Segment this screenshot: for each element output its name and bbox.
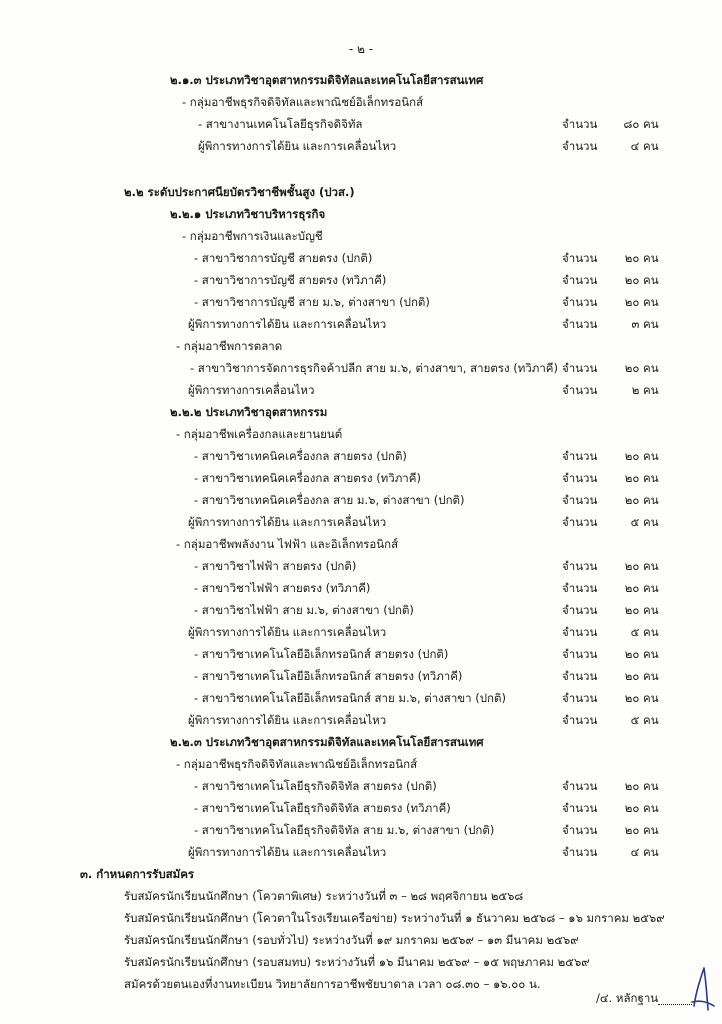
line-text: - กลุ่มอาชีพการตลาด [176, 339, 283, 353]
document-line [0, 380, 722, 400]
seat-count [562, 798, 659, 818]
count-value: ๒๐ [624, 361, 640, 375]
count-label: จำนวน [562, 669, 598, 683]
count-value: ๒๐ [624, 493, 640, 507]
line-text: - สาขาวิชาการบัญชี สายตรง (ปกติ) [194, 251, 373, 265]
count-value: ๓ [631, 317, 640, 331]
document-line [0, 578, 722, 598]
count-label: จำนวน [562, 691, 598, 705]
document-line [0, 622, 722, 642]
document-line [0, 204, 722, 224]
count-label: จำนวน [562, 559, 598, 573]
document-line [0, 754, 722, 774]
count-unit: คน [643, 801, 659, 815]
line-text: รับสมัครนักเรียนนักศึกษา (โควตาพิเศษ) ระหว่างวันที่ ๓ – ๒๘ พฤศจิกายน ๒๕๖๘ [124, 889, 524, 903]
section-heading: ๒.๒.๓ ประเภทวิชาอุตสาหกรรมดิจิทัลและเทคโนโลยีสารสนเทศ [170, 735, 484, 749]
count-value: ๒ [631, 383, 640, 397]
count-value: ๒๐ [624, 251, 640, 265]
section-heading: ๒.๒ ระดับประกาศนียบัตรวิชาชีพชั้นสูง (ปวส.) [124, 185, 355, 199]
count-unit: คน [643, 139, 659, 153]
line-text: - สาขาวิชาเทคโนโลยีธุรกิจดิจิทัล สายตรง (ทวิภาคี) [194, 801, 451, 815]
count-label: จำนวน [562, 493, 598, 507]
document-line [0, 402, 722, 422]
count-label: จำนวน [562, 251, 598, 265]
count-label: จำนวน [562, 625, 598, 639]
document-line [0, 710, 722, 730]
document-line [0, 688, 722, 708]
line-text: - กลุ่มอาชีพธุรกิจดิจิทัลและพาณิชย์อิเล็กทรอนิกส์ [182, 95, 424, 109]
count-unit: คน [643, 845, 659, 859]
count-label: จำนวน [562, 801, 598, 815]
count-unit: คน [643, 713, 659, 727]
line-text: - สาขางานเทคโนโลยีธุรกิจดิจิทัล [198, 117, 363, 131]
line-text: - สาขาวิชาเทคโนโลยีธุรกิจดิจิทัล สาย ม.๖, ต่างสาขา (ปกติ) [194, 823, 495, 837]
seat-count [562, 358, 659, 378]
count-unit: คน [643, 449, 659, 463]
document-line [0, 136, 722, 156]
count-value: ๒๐ [624, 823, 640, 837]
count-unit: คน [643, 625, 659, 639]
line-text: - สาขาวิชาเทคนิคเครื่องกล สาย ม.๖, ต่างสาขา (ปกติ) [194, 493, 465, 507]
count-unit: คน [643, 779, 659, 793]
count-value: ๔ [630, 139, 640, 153]
seat-count [562, 556, 659, 576]
document-line [0, 468, 722, 488]
count-unit: คน [643, 295, 659, 309]
document-line [0, 776, 722, 796]
document-line [0, 314, 722, 334]
count-label: จำนวน [562, 471, 598, 485]
section-heading: ๒.๒.๑ ประเภทวิชาบริหารธุรกิจ [170, 207, 326, 221]
line-text: ผู้พิการทางการได้ยิน และการเคลื่อนไหว [188, 713, 387, 727]
section-heading: ๒.๒.๒ ประเภทวิชาอุตสาหกรรม [170, 405, 328, 419]
section-heading: ๓. กำหนดการรับสมัคร [80, 867, 195, 881]
line-text: รับสมัครนักเรียนนักศึกษา (รอบสมทบ) ระหว่างวันที่ ๑๖ มีนาคม ๒๕๖๙ – ๑๕ พฤษภาคม ๒๕๖๙ [124, 955, 590, 969]
continuation-footer [596, 988, 692, 1008]
seat-count [562, 842, 659, 862]
line-text: ผู้พิการทางการได้ยิน และการเคลื่อนไหว [188, 515, 387, 529]
count-value: ๒๐ [624, 603, 640, 617]
count-unit: คน [643, 117, 659, 131]
count-value: ๔ [630, 845, 640, 859]
line-text: - กลุ่มอาชีพการเงินและบัญชี [182, 229, 323, 243]
signature-mark [690, 966, 716, 1012]
count-label: จำนวน [562, 515, 598, 529]
line-text: สมัครด้วยตนเองที่งานทะเบียน วิทยาลัยการอาชีพชัยบาดาล เวลา ๐๘.๓๐ – ๑๖.๐๐ น. [124, 977, 541, 991]
line-text: ผู้พิการทางการได้ยิน และการเคลื่อนไหว [188, 625, 387, 639]
line-text: รับสมัครนักเรียนนักศึกษา (โควตาในโรงเรียนเครือข่าย) ระหว่างวันที่ ๑ ธันวาคม ๒๕๖๘ – ๑๖ มกราคม ๒๕๖๙ [124, 911, 665, 925]
line-text: ผู้พิการทางการเคลื่อนไหว [188, 383, 315, 397]
document-line [0, 798, 722, 818]
count-label: จำนวน [562, 823, 598, 837]
document-line [0, 908, 722, 928]
seat-count [562, 512, 659, 532]
count-label: จำนวน [562, 317, 598, 331]
line-text: ผู้พิการทางการได้ยิน และการเคลื่อนไหว [188, 317, 387, 331]
line-text: - สาขาวิชาเทคนิคเครื่องกล สายตรง (ปกติ) [194, 449, 407, 463]
seat-count [562, 820, 659, 840]
document-line [0, 952, 722, 972]
document-line [0, 600, 722, 620]
count-unit: คน [643, 603, 659, 617]
line-text: ผู้พิการทางการได้ยิน และการเคลื่อนไหว [188, 845, 387, 859]
seat-count [562, 136, 659, 156]
seat-count [562, 292, 659, 312]
document-line [0, 336, 722, 356]
count-unit: คน [643, 691, 659, 705]
document-line [0, 270, 722, 290]
line-text: - สาขาวิชาการจัดการธุรกิจค้าปลีก สาย ม.๖, ต่างสาขา, สายตรง (ทวิภาคี) [190, 361, 558, 375]
document-line [0, 248, 722, 268]
count-unit: คน [643, 823, 659, 837]
count-unit: คน [643, 669, 659, 683]
line-text: - สาขาวิชาเทคโนโลยีอิเล็กทรอนิกส์ สาย ม.๖, ต่างสาขา (ปกติ) [194, 691, 506, 705]
count-label: จำนวน [562, 713, 598, 727]
count-value: ๒๐ [624, 295, 640, 309]
line-text: - สาขาวิชาการบัญชี สายตรง (ทวิภาคี) [194, 273, 387, 287]
count-label: จำนวน [562, 361, 598, 375]
count-label: จำนวน [562, 449, 598, 463]
seat-count [562, 644, 659, 664]
count-value: ๘๐ [623, 117, 640, 131]
count-value: ๒๐ [624, 647, 640, 661]
count-value: ๕ [630, 515, 640, 529]
seat-count [562, 468, 659, 488]
seat-count [562, 688, 659, 708]
document-line [0, 226, 722, 246]
count-value: ๒๐ [624, 669, 640, 683]
seat-count [562, 248, 659, 268]
line-text: - สาขาวิชาเทคนิคเครื่องกล สายตรง (ทวิภาคี) [194, 471, 421, 485]
document-line [0, 512, 722, 532]
document-line [0, 864, 722, 884]
document-line [0, 182, 722, 202]
count-label: จำนวน [562, 647, 598, 661]
document-line [0, 358, 722, 378]
footer-dots [658, 992, 692, 1005]
seat-count [562, 446, 659, 466]
seat-count [562, 270, 659, 290]
seat-count [562, 776, 659, 796]
count-label: จำนวน [562, 117, 598, 131]
count-value: ๒๐ [624, 273, 640, 287]
count-label: จำนวน [562, 581, 598, 595]
count-label: จำนวน [562, 295, 598, 309]
document-line [0, 292, 722, 312]
count-value: ๕ [630, 625, 640, 639]
document-line [0, 114, 722, 134]
document-line [0, 930, 722, 950]
document-line [0, 886, 722, 906]
count-label: จำนวน [562, 139, 598, 153]
count-unit: คน [643, 251, 659, 265]
seat-count [562, 600, 659, 620]
document-line [0, 424, 722, 444]
count-label: จำนวน [562, 383, 598, 397]
page-number: - ๒ - [348, 42, 374, 56]
line-text: - กลุ่มอาชีพธุรกิจดิจิทัลและพาณิชย์อิเล็กทรอนิกส์ [176, 757, 418, 771]
count-unit: คน [643, 383, 659, 397]
document-line [0, 446, 722, 466]
count-label: จำนวน [562, 603, 598, 617]
document-line [0, 666, 722, 686]
count-unit: คน [643, 361, 659, 375]
line-text: - สาขาวิชาไฟฟ้า สายตรง (ทวิภาคี) [194, 581, 371, 595]
count-label: จำนวน [562, 779, 598, 793]
seat-count [562, 314, 659, 334]
seat-count [562, 666, 659, 686]
count-value: ๒๐ [624, 801, 640, 815]
document-line [0, 820, 722, 840]
document-line [0, 490, 722, 510]
line-text: ผู้พิการทางการได้ยิน และการเคลื่อนไหว [198, 139, 397, 153]
count-value: ๒๐ [624, 449, 640, 463]
count-unit: คน [643, 581, 659, 595]
document-line [0, 92, 722, 112]
count-value: ๒๐ [624, 559, 640, 573]
section-heading: ๒.๑.๓ ประเภทวิชาอุตสาหกรรมดิจิทัลและเทคโนโลยีสารสนเทศ [170, 73, 484, 87]
document-line [0, 842, 722, 862]
line-text: - กลุ่มอาชีพเครื่องกลและยานยนต์ [176, 427, 343, 441]
seat-count [562, 490, 659, 510]
count-unit: คน [643, 515, 659, 529]
document-line [0, 556, 722, 576]
count-value: ๒๐ [624, 779, 640, 793]
line-text: - สาขาวิชาการบัญชี สาย ม.๖, ต่างสาขา (ปกติ) [194, 295, 430, 309]
document-line [0, 534, 722, 554]
footer-text: /๔. หลักฐาน [596, 991, 659, 1005]
document-line [0, 70, 722, 90]
line-text: รับสมัครนักเรียนนักศึกษา (รอบทั่วไป) ระหว่างวันที่ ๑๙ มกราคม ๒๕๖๙ – ๑๓ มีนาคม ๒๕๖๙ [124, 933, 579, 947]
line-text: - สาขาวิชาเทคโนโลยีธุรกิจดิจิทัล สายตรง (ปกติ) [194, 779, 437, 793]
count-unit: คน [643, 647, 659, 661]
seat-count [562, 380, 659, 400]
count-value: ๒๐ [624, 691, 640, 705]
count-value: ๒๐ [624, 471, 640, 485]
line-text: - สาขาวิชาเทคโนโลยีอิเล็กทรอนิกส์ สายตรง (ปกติ) [194, 647, 449, 661]
count-label: จำนวน [562, 273, 598, 287]
line-text: - สาขาวิชาเทคโนโลยีอิเล็กทรอนิกส์ สายตรง (ทวิภาคี) [194, 669, 463, 683]
count-unit: คน [643, 471, 659, 485]
count-value: ๕ [630, 713, 640, 727]
count-unit: คน [643, 493, 659, 507]
document-line [0, 732, 722, 752]
seat-count [562, 710, 659, 730]
seat-count [562, 578, 659, 598]
count-unit: คน [643, 559, 659, 573]
count-unit: คน [643, 273, 659, 287]
line-text: - กลุ่มอาชีพพลังงาน ไฟฟ้า และอิเล็กทรอนิกส์ [176, 537, 399, 551]
document-line [0, 644, 722, 664]
seat-count [562, 622, 659, 642]
line-text: - สาขาวิชาไฟฟ้า สายตรง (ปกติ) [194, 559, 357, 573]
line-text: - สาขาวิชาไฟฟ้า สาย ม.๖, ต่างสาขา (ปกติ) [194, 603, 414, 617]
count-label: จำนวน [562, 845, 598, 859]
count-value: ๒๐ [624, 581, 640, 595]
count-unit: คน [643, 317, 659, 331]
seat-count [562, 114, 659, 134]
